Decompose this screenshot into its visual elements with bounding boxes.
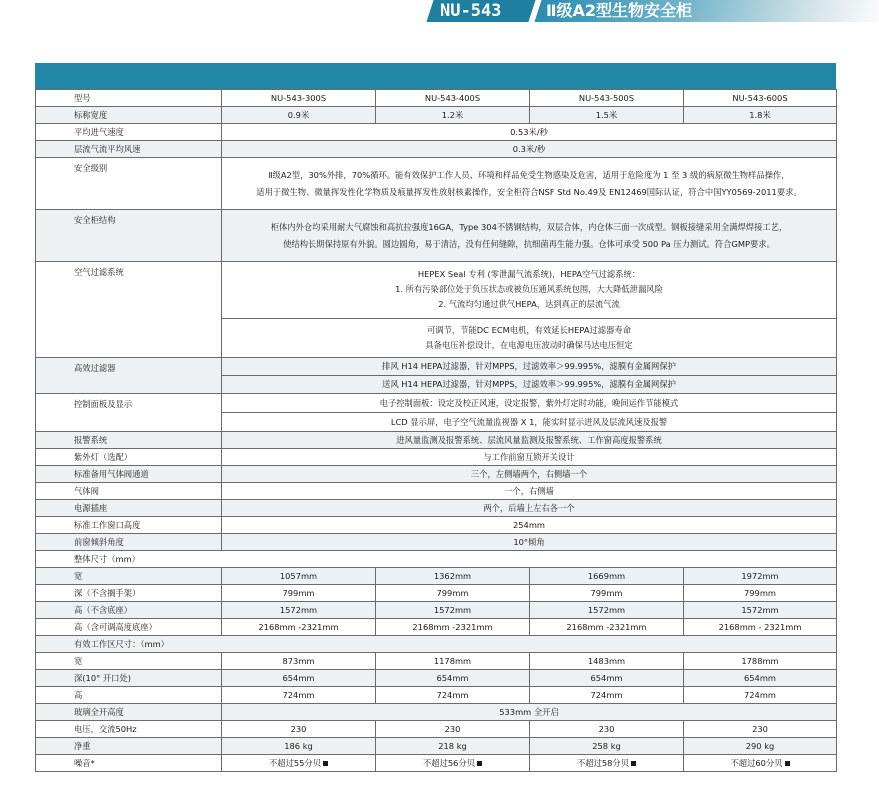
table-row — [36, 262, 837, 358]
value-cell: 724mm — [222, 687, 376, 704]
value-cell: 186 kg — [222, 738, 376, 755]
table-row — [36, 517, 837, 534]
row-label: 前窗倾斜角度 — [36, 534, 222, 551]
value-cell: 1.2米 — [376, 107, 530, 124]
table-row — [36, 449, 837, 466]
spec-table — [35, 89, 837, 772]
paragraph-line: HEPEX Seal 专利 (零泄漏气流系统)，HEPA空气过滤系统： — [417, 269, 641, 279]
table-row — [36, 687, 837, 704]
table-row — [36, 721, 837, 738]
value-cell: 1972mm — [684, 568, 837, 585]
value-cell: 2168mm - 2321mm — [684, 619, 837, 636]
value-cell: 654mm — [376, 670, 530, 687]
row-label: 标准工作窗口高度 — [36, 517, 222, 534]
row-label: 电源插座 — [36, 500, 222, 517]
row-label: 平均进气速度 — [36, 124, 222, 141]
table-row — [36, 394, 837, 432]
row-label: 电压，交流50Hz — [36, 721, 222, 738]
row-label: 噪音* — [36, 755, 222, 772]
value-cell: 290 kg — [684, 738, 837, 755]
value-cell: 654mm — [530, 670, 684, 687]
banner-model: NU-543 — [440, 1, 502, 21]
row-label: 安全级别 — [36, 158, 222, 210]
value-cell: 1483mm — [530, 653, 684, 670]
value-cell: 1.5米 — [530, 107, 684, 124]
value-cell: 724mm — [684, 687, 837, 704]
row-label: 空气过滤系统 — [36, 262, 222, 358]
value-cell: 1362mm — [376, 568, 530, 585]
value-cell: 230 — [376, 721, 530, 738]
model-cell: NU-543-400S — [376, 90, 530, 107]
value-cell — [684, 755, 837, 772]
row-label: 净重 — [36, 738, 222, 755]
table-row — [36, 90, 837, 107]
row-label: 宽 — [36, 653, 222, 670]
row-label: 标称宽度 — [36, 107, 222, 124]
value-cell: 0.9米 — [222, 107, 376, 124]
section-label: 整体尺寸（mm） — [36, 551, 837, 568]
paragraph-cell — [222, 158, 837, 210]
table-row — [36, 653, 837, 670]
square-bullet-icon — [323, 761, 328, 766]
table-row — [36, 568, 837, 585]
table-row — [36, 432, 837, 449]
table-row — [36, 466, 837, 483]
value-cell: 0.3米/秒 — [222, 141, 837, 158]
value-cell: 2168mm -2321mm — [530, 619, 684, 636]
value-cell — [530, 755, 684, 772]
value-cell: 654mm — [684, 670, 837, 687]
value-cell: 533mm 全开启 — [222, 704, 837, 721]
value-cell: 进风量监测及报警系统、层流风量监测及报警系统、工作窗高度报警系统 — [222, 432, 837, 449]
paragraph-line: 排风 H14 HEPA过滤器，针对MPPS，过滤效率＞99.995%，滤膜有金属网保护 — [382, 361, 676, 371]
value-cell: 254mm — [222, 517, 837, 534]
value-cell — [222, 358, 837, 394]
paragraph-line: 可调节，节能DC ECM电机，有效延长HEPA过滤器寿命 — [427, 325, 631, 335]
table-row — [36, 585, 837, 602]
table-row — [36, 107, 837, 124]
table-row — [36, 124, 837, 141]
value-cell: 258 kg — [530, 738, 684, 755]
value-cell: 1.8米 — [684, 107, 837, 124]
value-cell: 724mm — [376, 687, 530, 704]
value-cell: 873mm — [222, 653, 376, 670]
paragraph-line: 柜体内外仓均采用耐大气腐蚀和高抗拉强度16GA，Type 304不锈钢结构，双层合体，内仓体三面一次成型。钢板接缝采用全满焊焊接工艺， — [270, 221, 788, 232]
table-row — [36, 636, 837, 653]
value-cell: 1572mm — [222, 602, 376, 619]
row-label: 标准备用气体阀通道 — [36, 466, 222, 483]
value-cell: 1572mm — [684, 602, 837, 619]
square-bullet-icon — [785, 761, 790, 766]
paragraph-line: 1. 所有污染部位处于负压状态或被负压通风系统包围，大大降低泄漏风险 — [395, 284, 663, 294]
model-cell: NU-543-300S — [222, 90, 376, 107]
table-row — [36, 210, 837, 262]
paragraph-line: 具备电压补偿设计，在电源电压波动时确保马达电压恒定 — [425, 340, 633, 350]
row-label: 玻璃全开高度 — [36, 704, 222, 721]
row-label: 深（不含搁手架） — [36, 585, 222, 602]
row-label: 深(10° 开口处) — [36, 670, 222, 687]
paragraph-cell — [222, 262, 837, 358]
value-cell — [222, 755, 376, 772]
title-banner — [418, 0, 879, 22]
value-cell: 230 — [222, 721, 376, 738]
value-cell: 2168mm -2321mm — [222, 619, 376, 636]
row-label: 高（含可调高度底座） — [36, 619, 222, 636]
square-bullet-icon — [477, 761, 482, 766]
value-cell: 一个，右侧墙 — [222, 483, 837, 500]
value-cell: 1788mm — [684, 653, 837, 670]
table-row — [36, 551, 837, 568]
paragraph-line: 适用于微生物、微量挥发性化学物质及痕量挥发性放射核素操作，安全柜符合NSF Std No.49及 EN12469国际认证，符合中国YY0569-2011要求。 — [256, 186, 802, 197]
value-cell: 1178mm — [376, 653, 530, 670]
table-row — [36, 358, 837, 394]
noise-value: 不超过58分贝 — [576, 758, 630, 768]
table-row — [36, 738, 837, 755]
table-row — [36, 602, 837, 619]
value-cell: 230 — [684, 721, 837, 738]
value-cell: 724mm — [530, 687, 684, 704]
table-row — [36, 755, 837, 772]
value-cell: 799mm — [530, 585, 684, 602]
banner-title: Ⅱ级A2型生物安全柜 — [546, 1, 693, 20]
paragraph-line: 使结构长期保持原有外貌。圆边圆角，易于清洁，没有任何缝隙，抗细菌再生能力强。仓体可承受 500 Pa 压力测试。符合GMP要求。 — [283, 238, 775, 249]
row-label: 安全柜结构 — [36, 210, 222, 262]
value-cell: 0.53米/秒 — [222, 124, 837, 141]
table-row — [36, 500, 837, 517]
value-cell: 230 — [530, 721, 684, 738]
value-cell: 10°倾角 — [222, 534, 837, 551]
value-cell: 799mm — [222, 585, 376, 602]
paragraph-line: 送风 H14 HEPA过滤器，针对MPPS，过滤效率＞99.995%，滤膜有金属网保护 — [222, 375, 836, 393]
value-cell: 799mm — [376, 585, 530, 602]
row-label: 高效过滤器 — [36, 358, 222, 394]
paragraph-line: 2. 气流均匀通过供气HEPA，达到真正的层流气流 — [438, 299, 620, 309]
square-bullet-icon — [631, 761, 636, 766]
row-label: 报警系统 — [36, 432, 222, 449]
value-cell: 两个，后墙上左右各一个 — [222, 500, 837, 517]
table-row — [36, 670, 837, 687]
model-cell: NU-543-500S — [530, 90, 684, 107]
paragraph-cell — [222, 210, 837, 262]
row-label: 型号 — [36, 90, 222, 107]
row-label: 层流气流平均风速 — [36, 141, 222, 158]
value-cell: 2168mm -2321mm — [376, 619, 530, 636]
value-cell: 1572mm — [530, 602, 684, 619]
noise-value: 不超过55分贝 — [268, 758, 322, 768]
paragraph-line: Ⅱ级A2型，30%外排，70%循环。能有效保护工作人员、环境和样品免受生物感染及危害，适用于危险度为 1 至 3 级的病原微生物样品操作， — [268, 169, 790, 180]
table-row — [36, 704, 837, 721]
row-label: 紫外灯（选配） — [36, 449, 222, 466]
value-cell: 1669mm — [530, 568, 684, 585]
row-label: 宽 — [36, 568, 222, 585]
value-cell — [376, 755, 530, 772]
value-cell — [222, 394, 837, 432]
value-cell: 654mm — [222, 670, 376, 687]
table-row — [36, 619, 837, 636]
value-cell: 三个，左侧墙两个，右侧墙一个 — [222, 466, 837, 483]
model-cell: NU-543-600S — [684, 90, 837, 107]
row-label: 高 — [36, 687, 222, 704]
table-header-bar — [35, 63, 836, 89]
value-cell: 218 kg — [376, 738, 530, 755]
table-row — [36, 483, 837, 500]
noise-value: 不超过56分贝 — [422, 758, 476, 768]
paragraph-line: LCD 显示屏，电子空气流量监视器 X 1，能实时显示进风及层流风速及报警 — [222, 412, 836, 431]
table-row — [36, 141, 837, 158]
value-cell: 1057mm — [222, 568, 376, 585]
value-cell: 与工作前窗互锁开关设计 — [222, 449, 837, 466]
value-cell: 799mm — [684, 585, 837, 602]
value-cell: 1572mm — [376, 602, 530, 619]
noise-value: 不超过60分贝 — [730, 758, 783, 768]
section-label: 有效工作区尺寸：（mm） — [36, 636, 837, 653]
row-label: 高（不含底座） — [36, 602, 222, 619]
row-label: 气体阀 — [36, 483, 222, 500]
row-label: 控制面板及显示 — [36, 394, 222, 432]
paragraph-line: 电子控制面板：设定及校正风速，设定报警，紫外灯定时功能，晚间运作节能模式 — [379, 398, 679, 408]
table-row — [36, 158, 837, 210]
table-row — [36, 534, 837, 551]
